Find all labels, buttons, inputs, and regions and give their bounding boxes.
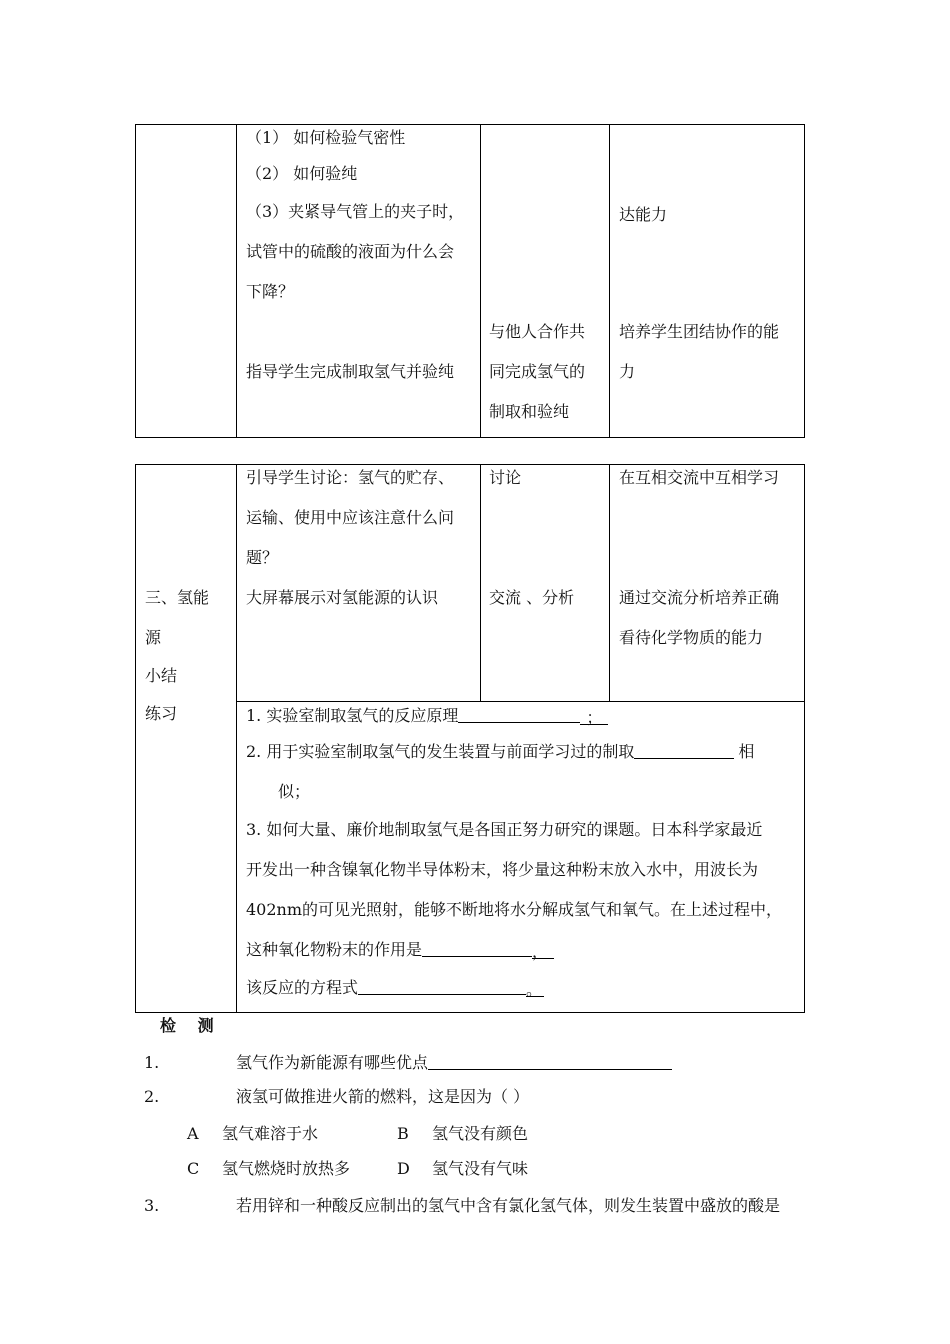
- goal-teamwork-line-2: 力: [619, 362, 636, 381]
- question-clamp-line-3: 下降？: [246, 282, 295, 301]
- guide-hydrogen-experiment: 指导学生完成制取氢气并验纯: [246, 362, 455, 381]
- exercise-3-line-5: [246, 978, 544, 998]
- test-q2: 液氢可做推进火箭的燃料，这是因为（ ）: [236, 1087, 530, 1106]
- activity-discuss: 讨论: [489, 468, 522, 487]
- table-2-col-divider: [480, 465, 481, 702]
- option-a-letter: A: [187, 1124, 199, 1143]
- goal-mutual-learning: 在互相交流中互相学习: [619, 468, 780, 487]
- question-clamp-line-2: 试管中的硫酸的液面为什么会: [246, 242, 455, 261]
- goal-expression-ability: 达能力: [619, 205, 668, 224]
- exercise-3-line-5-text: 该反应的方程式: [246, 978, 359, 997]
- question-airtightness: （1） 如何检验气密性: [246, 128, 406, 147]
- option-d[interactable]: 氢气没有气味: [432, 1159, 529, 1178]
- test-q3: 若用锌和一种酸反应制出的氢气中含有氯化氢气体，则发生装置中盛放的酸是: [236, 1196, 781, 1215]
- section-title-line-4: 练习: [145, 704, 178, 723]
- option-c[interactable]: 氢气燃烧时放热多: [222, 1159, 351, 1178]
- table-2-col-divider: [609, 465, 610, 702]
- goal-teamwork-line-1: 培养学生团结协作的能: [619, 322, 780, 341]
- exercise-2: [246, 742, 754, 762]
- table-2: [135, 464, 805, 1013]
- option-a[interactable]: 氢气难溶于水: [222, 1124, 319, 1143]
- option-d-letter: D: [397, 1159, 410, 1178]
- student-activity-line-1: 与他人合作共: [489, 322, 586, 341]
- section-title-line-2: 源: [145, 628, 162, 647]
- question-clamp-line-1: （3）夹紧导气管上的夹子时，: [246, 202, 465, 221]
- exercise-3-line-3: 402nm的可见光照射，能够不断地将水分解成氢气和氧气。在上述过程中，: [246, 900, 783, 919]
- option-b-letter: B: [397, 1124, 409, 1143]
- exercise-3-line-4-text: 这种氧化物粉末的作用是: [246, 940, 423, 959]
- exercise-3-line-4: [246, 940, 554, 960]
- table-1-col-divider: [609, 125, 610, 437]
- answer-blank[interactable]: [358, 978, 526, 995]
- exercise-1: [246, 706, 608, 726]
- answer-blank[interactable]: [634, 742, 734, 759]
- exercise-2-line-2: 似；: [278, 782, 311, 801]
- student-activity-line-3: 制取和验纯: [489, 402, 570, 421]
- test-q2-number: 2.: [144, 1087, 160, 1106]
- table-2-col-divider: [236, 465, 237, 1012]
- student-activity-line-2: 同完成氢气的: [489, 362, 586, 381]
- exercise-2-text: 2. 用于实验室制取氢气的发生装置与前面学习过的制取: [246, 742, 635, 761]
- question-purity: （2） 如何验纯: [246, 164, 358, 183]
- answer-blank[interactable]: [422, 940, 532, 957]
- option-b[interactable]: 氢气没有颜色: [432, 1124, 529, 1143]
- big-screen-display: 大屏幕展示对氢能源的认识: [246, 588, 439, 607]
- section-title-line-3: 小结: [145, 666, 178, 685]
- exercise-3-line-4-end: ，: [532, 942, 554, 959]
- answer-blank[interactable]: [458, 706, 580, 723]
- test-q1-text: 氢气作为新能源有哪些优点: [236, 1053, 429, 1072]
- answer-blank[interactable]: [428, 1053, 672, 1070]
- exercise-3-line-5-end: 。: [526, 980, 543, 999]
- test-q3-number: 3.: [144, 1196, 160, 1215]
- test-q1: [236, 1053, 672, 1073]
- test-heading: 检 测: [160, 1016, 222, 1035]
- table-1: [135, 124, 805, 438]
- goal-correct-view-line-2: 看待化学物质的能力: [619, 628, 764, 647]
- exercise-2-end: 相: [738, 742, 755, 761]
- discussion-prompt-line-3: 题？: [246, 548, 279, 567]
- exercise-1-end: ；: [580, 708, 608, 725]
- table-1-col-divider: [480, 125, 481, 437]
- exercise-1-text: 1. 实验室制取氢气的反应原理: [246, 706, 459, 725]
- test-q1-number: 1.: [144, 1053, 160, 1072]
- goal-correct-view-line-1: 通过交流分析培养正确: [619, 588, 780, 607]
- discussion-prompt-line-1: 引导学生讨论：氢气的贮存、: [246, 468, 455, 487]
- table-2-row-divider: [236, 701, 804, 702]
- table-1-col-divider: [236, 125, 237, 437]
- activity-exchange-analyze: 交流 、分析: [489, 588, 575, 607]
- discussion-prompt-line-2: 运输、使用中应该注意什么问: [246, 508, 455, 527]
- option-c-letter: C: [187, 1159, 200, 1178]
- section-title-line-1: 三、氢能: [145, 588, 210, 607]
- exercise-3-line-2: 开发出一种含镍氧化物半导体粉末，将少量这种粉末放入水中，用波长为: [246, 860, 759, 879]
- exercise-3-line-1: 3. 如何大量、廉价地制取氢气是各国正努力研究的课题。日本科学家最近: [246, 820, 763, 839]
